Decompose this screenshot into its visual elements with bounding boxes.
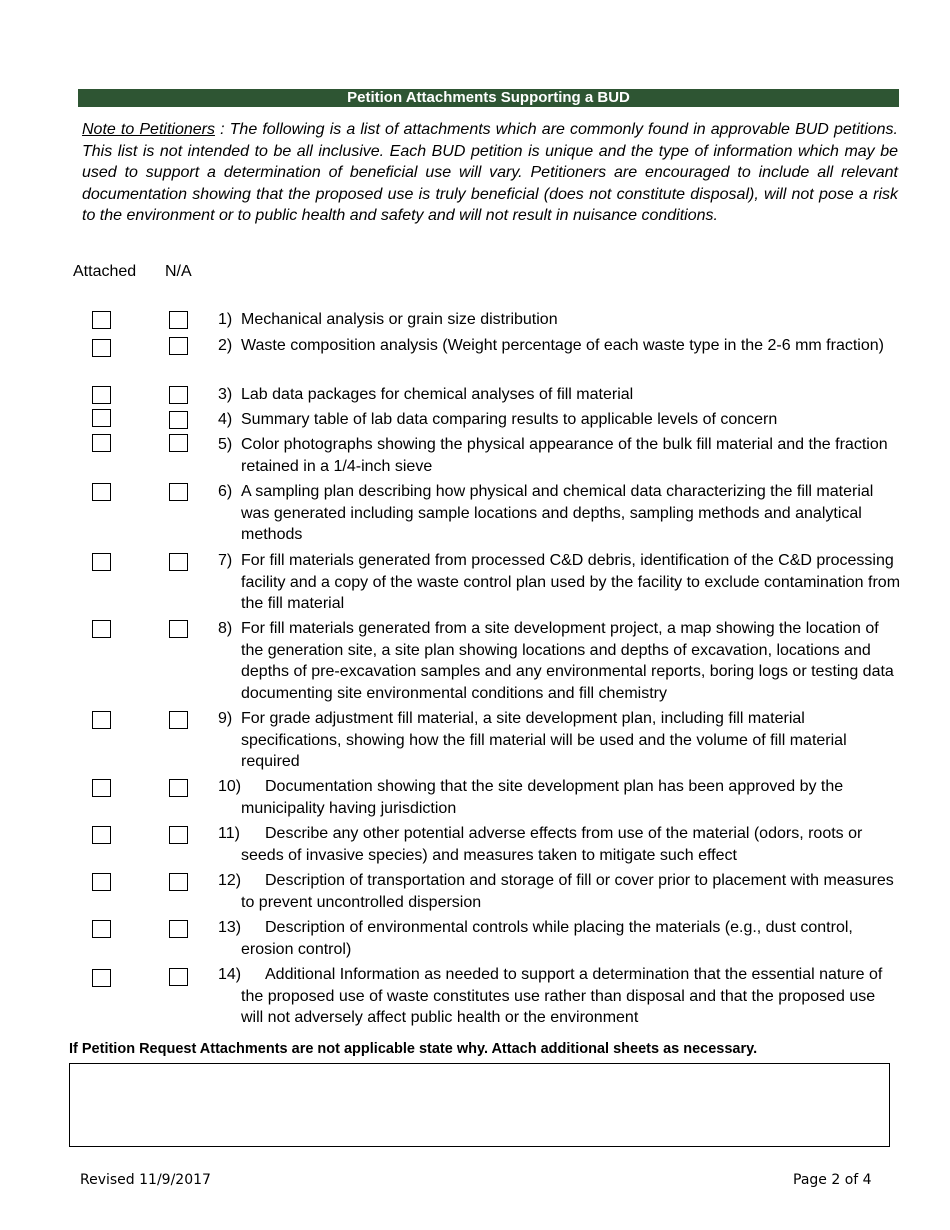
attached-checkbox[interactable]: [92, 620, 111, 638]
item-number: 12): [218, 872, 242, 889]
na-column-header: N/A: [165, 263, 192, 280]
attached-checkbox[interactable]: [92, 969, 111, 987]
attached-checkbox[interactable]: [92, 409, 111, 427]
note-lead: Note to Petitioners: [82, 121, 215, 138]
na-checkbox[interactable]: [169, 826, 188, 844]
attached-checkbox[interactable]: [92, 553, 111, 571]
item-text: A sampling plan describing how physical and chemical data characterizing the fill material was generated including sample locations and depths, sampling methods and analytical methods: [241, 483, 874, 543]
note-body: : The following is a list of attachments which are commonly found in approvable BUD petitions. This list is not intended to be all inclusive. Each BUD petition is unique and the type of information which may be used to support a determination of beneficial use will vary. Petitioners are encouraged to include all relevant documentation showing that the proposed use is truly beneficial (does not constitute disposal), will not pose a risk to the environment or to public health and safety and will not result in nuisance conditions.: [82, 121, 899, 224]
attached-checkbox[interactable]: [92, 386, 111, 404]
attached-checkbox[interactable]: [92, 483, 111, 501]
revision-date: Revised 11/9/2017: [80, 1172, 211, 1188]
note-to-petitioners: [82, 119, 898, 227]
item-number: 4): [218, 411, 233, 428]
item-text: Describe any other potential adverse effects from use of the material (odors, roots or seeds of invasive species) and measures taken to mitigate such effect: [241, 825, 863, 864]
item-number: 5): [218, 436, 233, 453]
attached-column-header: Attached: [73, 263, 137, 280]
item-number: 10): [218, 778, 242, 795]
na-checkbox[interactable]: [169, 411, 188, 429]
item-number: 7): [218, 552, 233, 569]
item-text: Mechanical analysis or grain size distribution: [241, 311, 558, 328]
attached-checkbox[interactable]: [92, 311, 111, 329]
item-text: Summary table of lab data comparing results to applicable levels of concern: [241, 411, 778, 428]
explanation-label: If Petition Request Attachments are not applicable state why. Attach additional sheets as necessary.: [69, 1041, 758, 1057]
item-text: Lab data packages for chemical analyses of fill material: [241, 386, 634, 403]
na-checkbox[interactable]: [169, 553, 188, 571]
attached-checkbox[interactable]: [92, 873, 111, 891]
na-checkbox[interactable]: [169, 620, 188, 638]
na-checkbox[interactable]: [169, 968, 188, 986]
item-number: 13): [218, 919, 242, 936]
attached-checkbox[interactable]: [92, 779, 111, 797]
item-text: Description of transportation and storage of fill or cover prior to placement with measures to prevent uncontrolled dispersion: [241, 872, 894, 911]
item-number: 8): [218, 620, 233, 637]
na-checkbox[interactable]: [169, 711, 188, 729]
na-checkbox[interactable]: [169, 483, 188, 501]
attached-checkbox[interactable]: [92, 920, 111, 938]
na-checkbox[interactable]: [169, 920, 188, 938]
item-text: Color photographs showing the physical appearance of the bulk fill material and the fraction retained in a 1/4-inch sieve: [241, 436, 888, 475]
na-checkbox[interactable]: [169, 311, 188, 329]
na-checkbox[interactable]: [169, 386, 188, 404]
attached-checkbox[interactable]: [92, 826, 111, 844]
item-text: For fill materials generated from a site development project, a map showing the location of the generation site, a site plan showing locations and depths of excavation, locations and depths of pre-excavation samples and any environmental reports, boring logs or testing data documenting site environmental conditions and fill chemistry: [241, 620, 894, 702]
na-checkbox[interactable]: [169, 434, 188, 452]
na-checkbox[interactable]: [169, 779, 188, 797]
item-number: 1): [218, 311, 233, 328]
item-text: Documentation showing that the site development plan has been approved by the municipality having jurisdiction: [241, 778, 844, 817]
item-number: 3): [218, 386, 233, 403]
item-text: Description of environmental controls while placing the materials (e.g., dust control, erosion control): [241, 919, 853, 958]
item-number: 6): [218, 483, 233, 500]
item-number: 2): [218, 337, 233, 354]
item-number: 11): [218, 825, 240, 842]
attached-checkbox[interactable]: [92, 339, 111, 357]
item-number: 9): [218, 710, 233, 727]
item-text: For grade adjustment fill material, a site development plan, including fill material specifications, showing how the fill material will be used and the volume of fill material required: [241, 710, 847, 770]
item-text: For fill materials generated from processed C&D debris, identification of the C&D processing facility and a copy of the waste control plan used by the facility to exclude contamination from the fill material: [241, 552, 901, 612]
item-text: Waste composition analysis (Weight percentage of each waste type in the 2-6 mm fraction): [241, 337, 884, 354]
page-number: Page 2 of 4: [793, 1172, 872, 1188]
item-text: Additional Information as needed to support a determination that the essential nature of the proposed use of waste constitutes use rather than disposal and that the proposed use will not adversely affect public health or the environment: [241, 966, 883, 1026]
attached-checkbox[interactable]: [92, 711, 111, 729]
na-checkbox[interactable]: [169, 873, 188, 891]
attached-checkbox[interactable]: [92, 434, 111, 452]
explanation-field[interactable]: [69, 1063, 890, 1147]
na-checkbox[interactable]: [169, 337, 188, 355]
item-number: 14): [218, 966, 242, 983]
section-title: Petition Attachments Supporting a BUD: [78, 89, 899, 107]
